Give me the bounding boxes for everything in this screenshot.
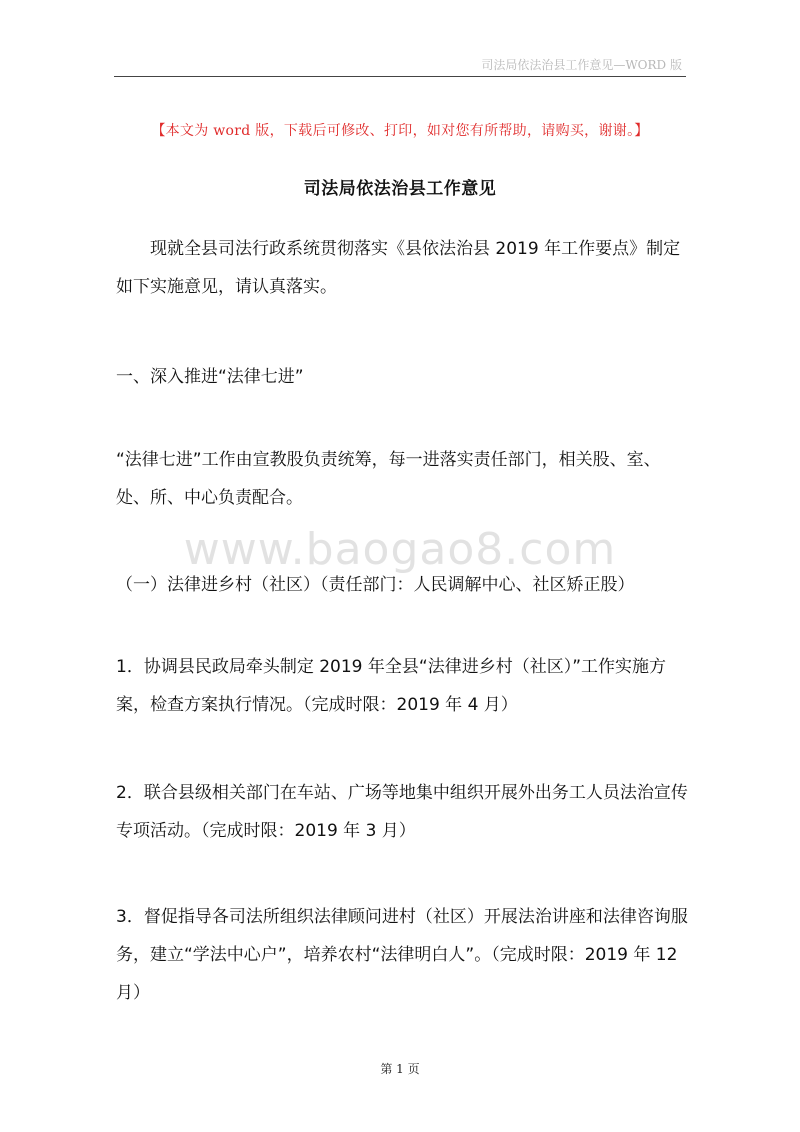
intro-paragraph: 现就全县司法行政系统贯彻落实《县依法治县 2019 年工作要点》制定如下实施意见，请认真落实。 [116,239,681,297]
section-heading: 一、深入推进“法律七进” [116,367,304,387]
header-divider [114,76,686,77]
list-item: 1．协调县民政局牵头制定 2019 年全县“法律进乡村（社区）”工作实施方案，检查方案执行情况。（完成时限：2019 年 4 月） [116,657,667,715]
document-title: 司法局依法治县工作意见 [303,179,497,199]
section-intro-paragraph: “法律七进”工作由宣教股负责统筹，每一进落实责任部门，相关股、室、处、所、中心负责配合。 [116,450,661,508]
list-item: 3．督促指导各司法所组织法律顾问进村（社区）开展法治讲座和法律咨询服务，建立“学法中心户”，培养农村“法律明白人”。（完成时限：2019 年 12 月） [116,907,688,1003]
subsection-heading: （一）法律进乡村（社区）（责任部门：人民调解中心、社区矫正股） [116,575,635,595]
watermark: www.baogao8.com [183,524,617,575]
purchase-notice: 【本文为 word 版，下载后可修改、打印，如对您有所帮助，请购买，谢谢。】 [151,123,649,139]
list-item: 2．联合县级相关部门在车站、广场等地集中组织开展外出务工人员法治宣传专项活动。（完成时限：2019 年 3 月） [116,783,688,841]
page-number: 第 1 页 [380,1062,420,1076]
running-header: 司法局依法治县工作意见—WORD 版 [481,58,682,72]
